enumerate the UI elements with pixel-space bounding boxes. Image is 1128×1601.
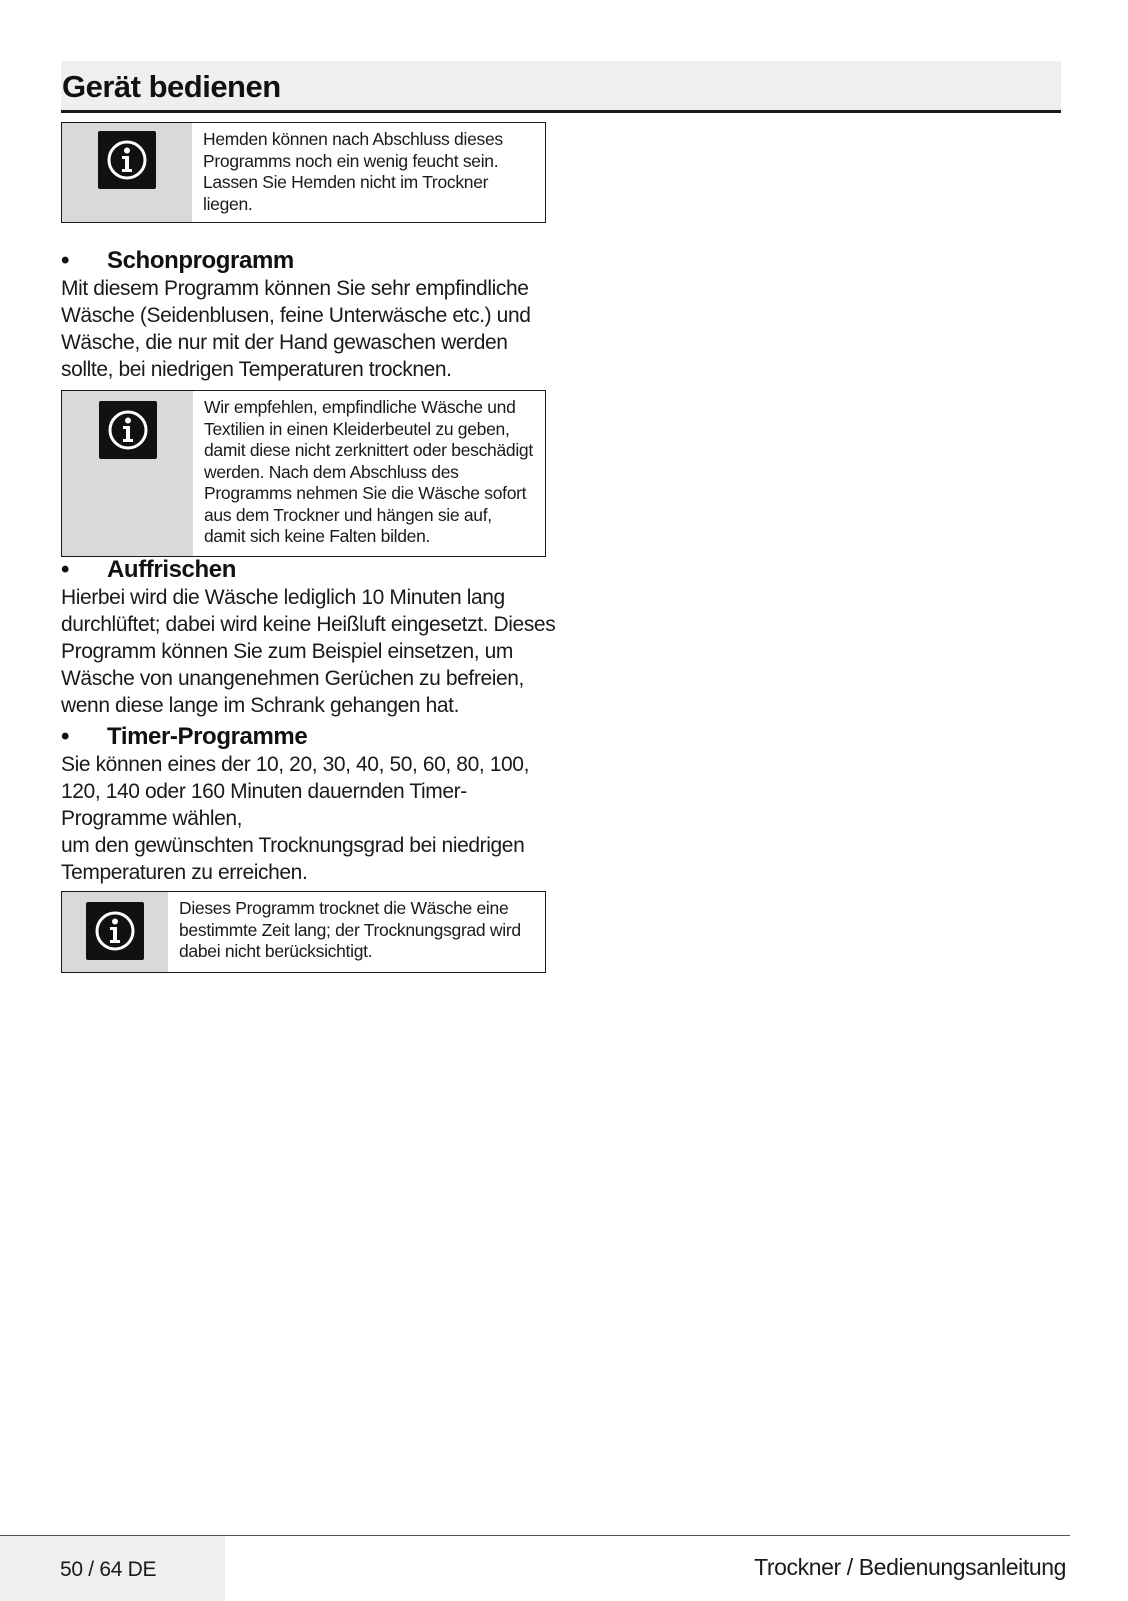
section-title: Auffrischen	[107, 556, 236, 583]
info-icon-cell	[62, 391, 193, 556]
footer-document-title: Trockner / Bedienungsanleitung	[754, 1554, 1066, 1580]
info-icon-cell	[62, 892, 168, 972]
info-note	[61, 390, 546, 557]
info-note	[61, 122, 546, 223]
section-heading	[61, 247, 556, 275]
info-icon	[99, 401, 157, 459]
info-icon	[98, 131, 156, 189]
page-title: Gerät bedienen	[62, 69, 281, 104]
bullet: •	[61, 556, 70, 583]
section-body: Mit diesem Programm können Sie sehr empfindliche Wäsche (Seidenblusen, feine Unterwäsche etc.) und Wäsche, die nur mit der Hand gewaschen werden sollte, bei niedrigen Temperaturen trocknen.	[61, 277, 531, 381]
section-timer-programme	[61, 723, 556, 886]
section-title: Schonprogramm	[107, 247, 294, 274]
footer-page-box	[0, 1535, 225, 1601]
info-note-text: Dieses Programm trocknet die Wäsche eine bestimmte Zeit lang; der Trocknungsgrad wird dabei nicht berücksichtigt.	[179, 898, 521, 961]
page-number: 50 / 64 DE	[60, 1558, 157, 1581]
page-header	[61, 61, 1061, 113]
info-icon	[86, 902, 144, 960]
footer-divider	[225, 1535, 1070, 1536]
section-title: Timer-Programme	[107, 723, 308, 750]
bullet: •	[61, 723, 70, 750]
bullet: •	[61, 247, 70, 274]
section-body-continued: um den gewünschten Trocknungsgrad bei niedrigen Temperaturen zu erreichen.	[61, 834, 525, 884]
section-heading	[61, 723, 556, 751]
info-icon-cell	[62, 123, 192, 222]
section-heading	[61, 556, 556, 584]
section-body: Hierbei wird die Wäsche lediglich 10 Minuten lang durchlüftet; dabei wird keine Heißluft eingesetzt. Dieses Programm können Sie zum Beispiel einsetzen, um Wäsche von unangenehmen Gerüchen zu befreien, wenn diese lange im Schrank gehangen hat.	[61, 586, 556, 717]
section-body: Sie können eines der 10, 20, 30, 40, 50, 60, 80, 100, 120, 140 oder 160 Minuten dauernden Timer-Programme wählen,	[61, 753, 530, 830]
info-note-text: Wir empfehlen, empfindliche Wäsche und Textilien in einen Kleiderbeutel zu geben, damit diese nicht zerknittert oder beschädigt werden. Nach dem Abschluss des Programms nehmen Sie die Wäsche sofort aus dem Trockner und hängen sie auf, damit sich keine Falten bilden.	[204, 397, 533, 546]
section-schonprogramm	[61, 247, 556, 383]
info-note-text: Hemden können nach Abschluss dieses Programms noch ein wenig feucht sein. Lassen Sie Hemden nicht im Trockner liegen.	[203, 129, 503, 214]
info-note	[61, 891, 546, 973]
section-auffrischen	[61, 556, 556, 719]
